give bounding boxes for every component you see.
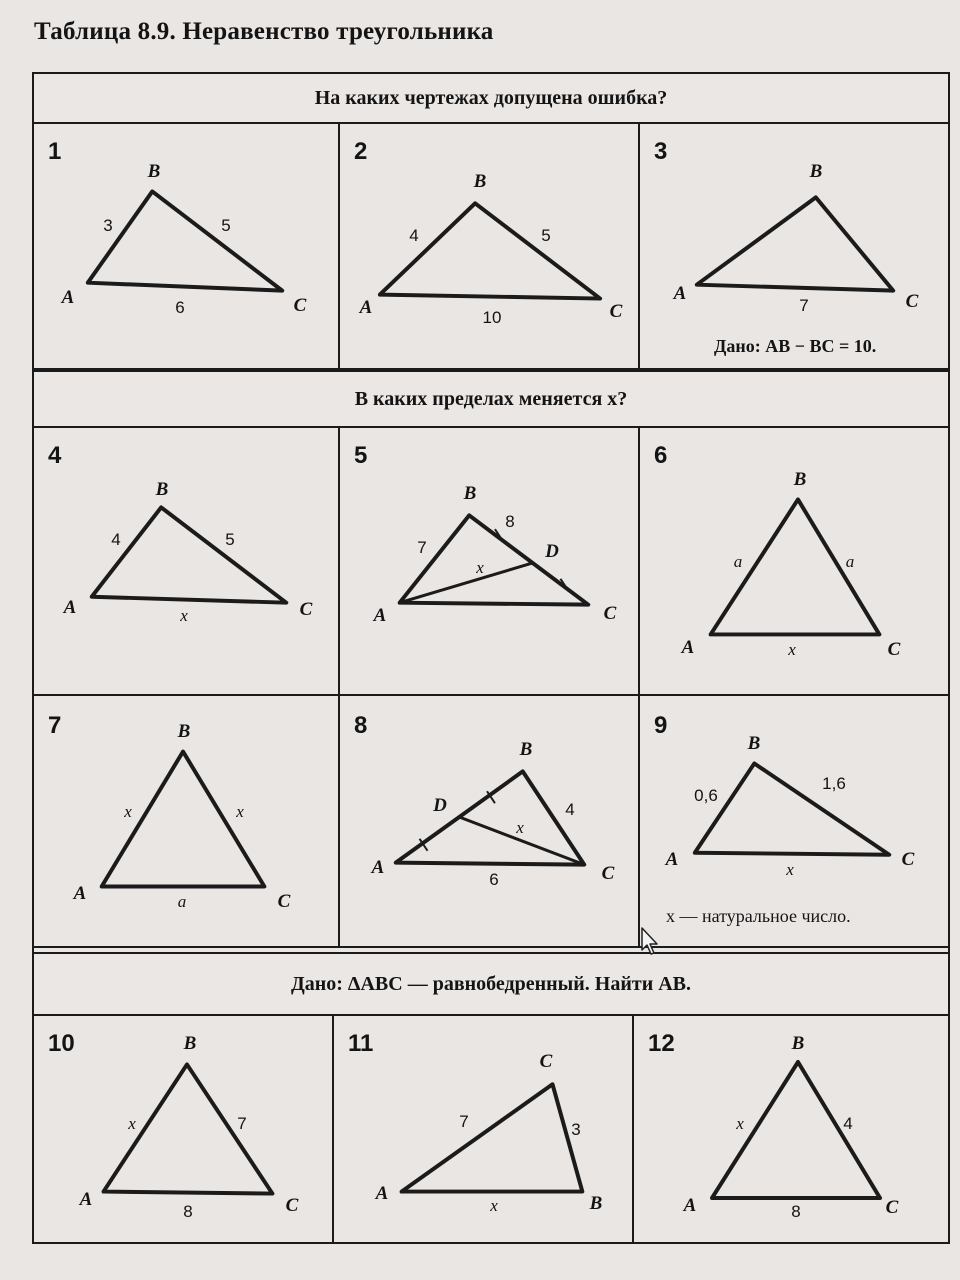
task-cell-5 — [340, 426, 640, 696]
task-number: 11 — [348, 1030, 374, 1057]
triangle-drawing — [334, 1014, 632, 1242]
side-BC-label: 5 — [541, 226, 551, 245]
side-AC-label: 6 — [489, 870, 499, 889]
triangle-drawing — [340, 122, 638, 368]
vertex-A: A — [681, 637, 695, 658]
task-cell-7 — [34, 696, 340, 948]
task-cell-1 — [34, 122, 340, 370]
vertex-C: C — [601, 863, 615, 884]
vertex-B: B — [155, 479, 169, 500]
vertex-C: C — [293, 295, 307, 316]
median-AD-label: x — [476, 558, 484, 577]
side-AB-label: a — [733, 552, 743, 571]
side-BC-label: 4 — [565, 800, 575, 819]
side-AC-label: 8 — [183, 1202, 193, 1221]
task-cell-9 — [640, 696, 948, 948]
task-number: 5 — [354, 442, 368, 469]
side-AC-label: 10 — [482, 308, 502, 327]
vertex-C: C — [277, 891, 291, 912]
vertex-B: B — [791, 1033, 805, 1054]
given-condition: x — натуральное число. — [666, 906, 851, 926]
side-AC-label: x — [786, 860, 794, 879]
vertex-C: C — [603, 603, 617, 624]
vertex-B: B — [463, 483, 477, 504]
side-AB-label: 0,6 — [694, 786, 718, 805]
task-table — [32, 72, 950, 1244]
triangle-drawing — [34, 122, 338, 368]
vertex-A: A — [373, 605, 387, 626]
side-BC-label: 4 — [843, 1114, 853, 1133]
vertex-B: B — [147, 161, 161, 182]
vertex-B: B — [589, 1193, 603, 1214]
section-header-text: Дано: ΔABC — равнобедренный. Найти AB. — [290, 972, 692, 995]
vertex-B: B — [793, 469, 807, 490]
vertex-C: C — [609, 301, 623, 322]
task-number: 2 — [354, 138, 368, 165]
side-AC-label: a — [177, 892, 187, 911]
vertex-A: A — [61, 287, 75, 308]
vertex-B: B — [809, 161, 823, 182]
task-number: 12 — [648, 1030, 675, 1057]
side-AB-label: 4 — [409, 226, 419, 245]
side-BC-label: 5 — [221, 216, 231, 235]
side-AB-label: x — [490, 1196, 498, 1215]
side-AC-label: 7 — [799, 296, 809, 315]
task-number: 8 — [354, 712, 368, 739]
vertex-B: B — [177, 721, 191, 742]
section-header-isosceles — [34, 952, 948, 1016]
side-BC-label: a — [845, 552, 855, 571]
side-AB-label: x — [736, 1114, 744, 1133]
vertex-C: C — [885, 1197, 899, 1218]
side-BC-label: 5 — [225, 530, 235, 549]
task-cell-2 — [340, 122, 640, 370]
vertex-C: C — [299, 599, 313, 620]
section-header-range — [34, 370, 948, 428]
vertex-A: A — [371, 857, 385, 878]
given-condition: Дано: AB − BC = 10. — [714, 336, 877, 356]
page-title: Таблица 8.9. Неравенство треугольника — [34, 18, 494, 45]
section-header-errors — [34, 74, 948, 124]
vertex-A: A — [73, 883, 87, 904]
vertex-C: C — [901, 849, 915, 870]
side-AC-label: 7 — [459, 1112, 469, 1131]
vertex-C: C — [887, 639, 901, 660]
vertex-B: B — [747, 733, 761, 754]
section-header-text: В каких пределах меняется x? — [354, 387, 628, 410]
vertex-A: A — [63, 597, 77, 618]
task-cell-8 — [340, 696, 640, 948]
side-AC-label: 6 — [175, 298, 185, 317]
side-AB-label: x — [128, 1114, 136, 1133]
vertex-A: A — [375, 1183, 389, 1204]
task-cell-4 — [34, 426, 340, 696]
task-cell-10 — [34, 1014, 334, 1242]
vertex-A: A — [665, 849, 679, 870]
side-AB-label: 3 — [103, 216, 113, 235]
side-AB-label: 7 — [417, 538, 427, 557]
task-number: 9 — [654, 712, 668, 739]
task-number: 1 — [48, 138, 62, 165]
point-D: D — [433, 795, 447, 816]
triangle-drawing — [640, 122, 948, 368]
side-BC-label: 1,6 — [822, 774, 846, 793]
side-AB-label: x — [124, 802, 132, 821]
vertex-C: C — [905, 291, 919, 312]
triangle-with-median-drawing — [340, 696, 638, 946]
vertex-B: B — [183, 1033, 197, 1054]
vertex-A: A — [683, 1195, 697, 1216]
side-AC-label: x — [788, 640, 796, 659]
vertex-B: B — [473, 171, 487, 192]
point-D: D — [545, 541, 559, 562]
section-header-text: На каких чертежах допущена ошибка? — [314, 86, 668, 109]
side-BC-label: x — [236, 802, 244, 821]
task-number: 3 — [654, 138, 668, 165]
task-cell-3 — [640, 122, 948, 370]
side-CB-label: 3 — [571, 1120, 581, 1139]
vertex-A: A — [359, 297, 373, 318]
task-number: 7 — [48, 712, 62, 739]
side-AB-label: 4 — [111, 530, 121, 549]
side-BC-label: 7 — [237, 1114, 247, 1133]
mouse-pointer-icon — [640, 926, 662, 956]
task-number: 10 — [48, 1030, 75, 1057]
triangle-drawing — [34, 426, 338, 694]
median-DC-label: x — [516, 818, 524, 837]
task-cell-6 — [640, 426, 948, 696]
task-number: 4 — [48, 442, 62, 469]
side-AC-label: x — [180, 606, 188, 625]
triangle-with-median-drawing — [340, 426, 638, 694]
vertex-A: A — [79, 1189, 93, 1210]
task-cell-11 — [334, 1014, 634, 1242]
segment-BD-label: 8 — [505, 512, 515, 531]
vertex-C: C — [539, 1051, 553, 1072]
vertex-C: C — [285, 1195, 299, 1216]
vertex-B: B — [519, 739, 533, 760]
vertex-A: A — [673, 283, 687, 304]
task-number: 6 — [654, 442, 668, 469]
side-AC-label: 8 — [791, 1202, 801, 1221]
task-cell-12 — [634, 1014, 948, 1242]
